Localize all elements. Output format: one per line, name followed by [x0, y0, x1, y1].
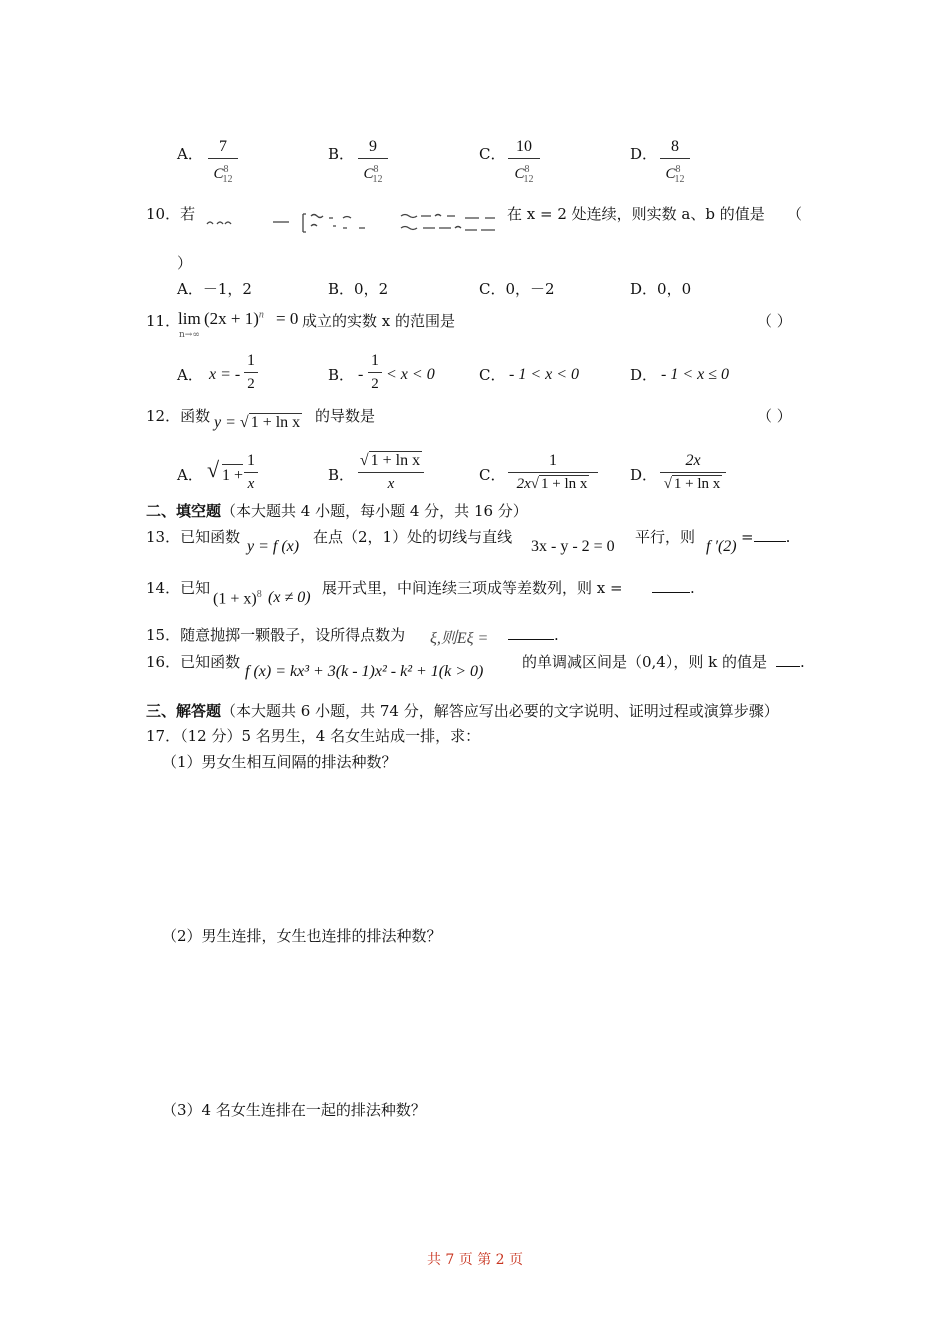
q17-part-1: （1）男女生相互间隔的排法种数？: [162, 753, 397, 771]
q12-expression: y = √ 1 + ln x: [214, 414, 301, 431]
q9-option-d-label: D．: [630, 145, 658, 163]
q12-option-b-fraction: √ 1 + ln x x: [358, 452, 424, 493]
q10-number: 10．若: [146, 205, 196, 223]
q14-expression: $(1 + x)^8$: [213, 589, 262, 608]
q9-option-b-label: B．: [328, 145, 355, 163]
q12-option-c-fraction: 1 2x√ 1 + ln x: [508, 452, 598, 493]
q11-answer-paren: （ ）: [757, 312, 792, 330]
q11-option-c-expr: - 1 < x < 0: [509, 366, 580, 383]
q13-text-end: 平行，则: [635, 528, 696, 546]
q12-option-a-label: A．: [177, 466, 203, 484]
q11-lim: lim: [178, 309, 201, 328]
q16-expression: f (x) = kx³ + 3(k - 1)x² - k² + 1(k > 0): [245, 663, 484, 680]
q10-option-c: C．0，－2: [479, 280, 555, 298]
q15-answer-blank: .: [508, 625, 559, 644]
q13-number: 13．已知函数: [146, 528, 241, 546]
q11-option-c-label: C．: [479, 366, 506, 384]
q11-option-b-fraction: 1 2: [368, 352, 382, 393]
q11-option-d-expr: - 1 < x ≤ 0: [661, 366, 730, 383]
q9-option-c-label: C．: [479, 145, 506, 163]
q14-text: 展开式里，中间连续三项成等差数列，则 x =: [322, 579, 623, 597]
q12-option-c-label: C．: [479, 466, 506, 484]
section-2-heading: 二、填空题（本大题共 4 小题，每小题 4 分，共 16 分）: [146, 502, 528, 520]
q17-part-2: （2）男生连排，女生也连排的排法种数？: [162, 927, 442, 945]
q11-lim-subscript: n→∞: [179, 330, 200, 340]
q13-text-mid: 在点（2，1）处的切线与直线: [313, 528, 513, 546]
q11-expression: $(2x + 1)^n$: [204, 309, 264, 328]
q13-derivative: f ′(2): [706, 538, 737, 555]
q10-piecewise-function-image: [203, 206, 503, 236]
q13-line-equation: 3x - y - 2 = 0: [531, 538, 615, 555]
q12-option-a-root-pre: 1 +: [222, 464, 243, 485]
q16-answer-blank: .: [776, 652, 805, 671]
q11-option-a-fraction: 1 2: [244, 352, 258, 393]
q17-part-3: （3）4 名女生连排在一起的排法种数？: [162, 1101, 426, 1119]
q12-option-d-label: D．: [630, 466, 658, 484]
q11-option-a-label: A．: [177, 366, 203, 384]
section-3-heading: 三、解答题（本大题共 6 小题，共 74 分，解答应写出必要的文字说明、证明过程或演算步骤）: [146, 702, 779, 720]
q9-option-b-fraction: 9 $C^8_{12}$: [358, 138, 388, 189]
q17-header: 17．（12 分）5 名男生，4 名女生站成一排，求：: [146, 727, 481, 745]
q13-answer-blank: = .: [741, 528, 791, 546]
q11-number: 11．: [146, 312, 181, 330]
q12-text: 的导数是: [315, 407, 376, 425]
q14-condition: (x ≠ 0): [268, 589, 311, 606]
q9-option-a-fraction: 7 $C^8_{12}$: [208, 138, 238, 189]
q11-option-a-pre: x = -: [209, 366, 241, 383]
q12-option-a-radical: √: [207, 457, 220, 482]
q11-option-b-pre: -: [358, 366, 364, 383]
q9-option-d-fraction: 8 $C^8_{12}$: [660, 138, 690, 189]
q10-text: 在 x = 2 处连续，则实数 a、b 的值是: [507, 205, 765, 223]
q11-option-b-label: B．: [328, 366, 355, 384]
q11-equals-zero: = 0: [276, 309, 299, 328]
q9-option-c-fraction: 10 $C^8_{12}$: [508, 138, 540, 189]
q12-option-a-fraction: 1 x: [244, 452, 258, 493]
q10-paren-open: （: [787, 205, 803, 223]
q15-text: 15．随意抛掷一颗骰子，设所得点数为: [146, 626, 406, 644]
q15-expression: ξ,则Eξ =: [430, 630, 489, 647]
q11-option-d-label: D．: [630, 366, 658, 384]
q10-option-a: A．－1，2: [177, 280, 252, 298]
q12-number: 12．函数: [146, 407, 211, 425]
q9-option-a-label: A．: [177, 145, 203, 163]
q16-text: 的单调减区间是（0,4），则 k 的值是: [522, 653, 767, 671]
q14-number: 14．已知: [146, 579, 211, 597]
q13-function: y = f (x): [247, 538, 300, 555]
q12-option-b-label: B．: [328, 466, 355, 484]
q14-answer-blank: .: [652, 578, 695, 597]
q10-option-b: B．0，2: [328, 280, 389, 298]
q11-text: 成立的实数 x 的范围是: [302, 312, 455, 330]
q10-paren-close: ）: [177, 254, 193, 272]
q10-option-d: D．0，0: [630, 280, 692, 298]
q12-option-d-fraction: 2x √ 1 + ln x: [660, 452, 726, 493]
q11-option-b-post: < x < 0: [386, 366, 435, 383]
q16-number: 16．已知函数: [146, 653, 241, 671]
page-footer: 共 7 页 第 2 页: [426, 1252, 524, 1268]
q12-answer-paren: （ ）: [757, 407, 792, 425]
